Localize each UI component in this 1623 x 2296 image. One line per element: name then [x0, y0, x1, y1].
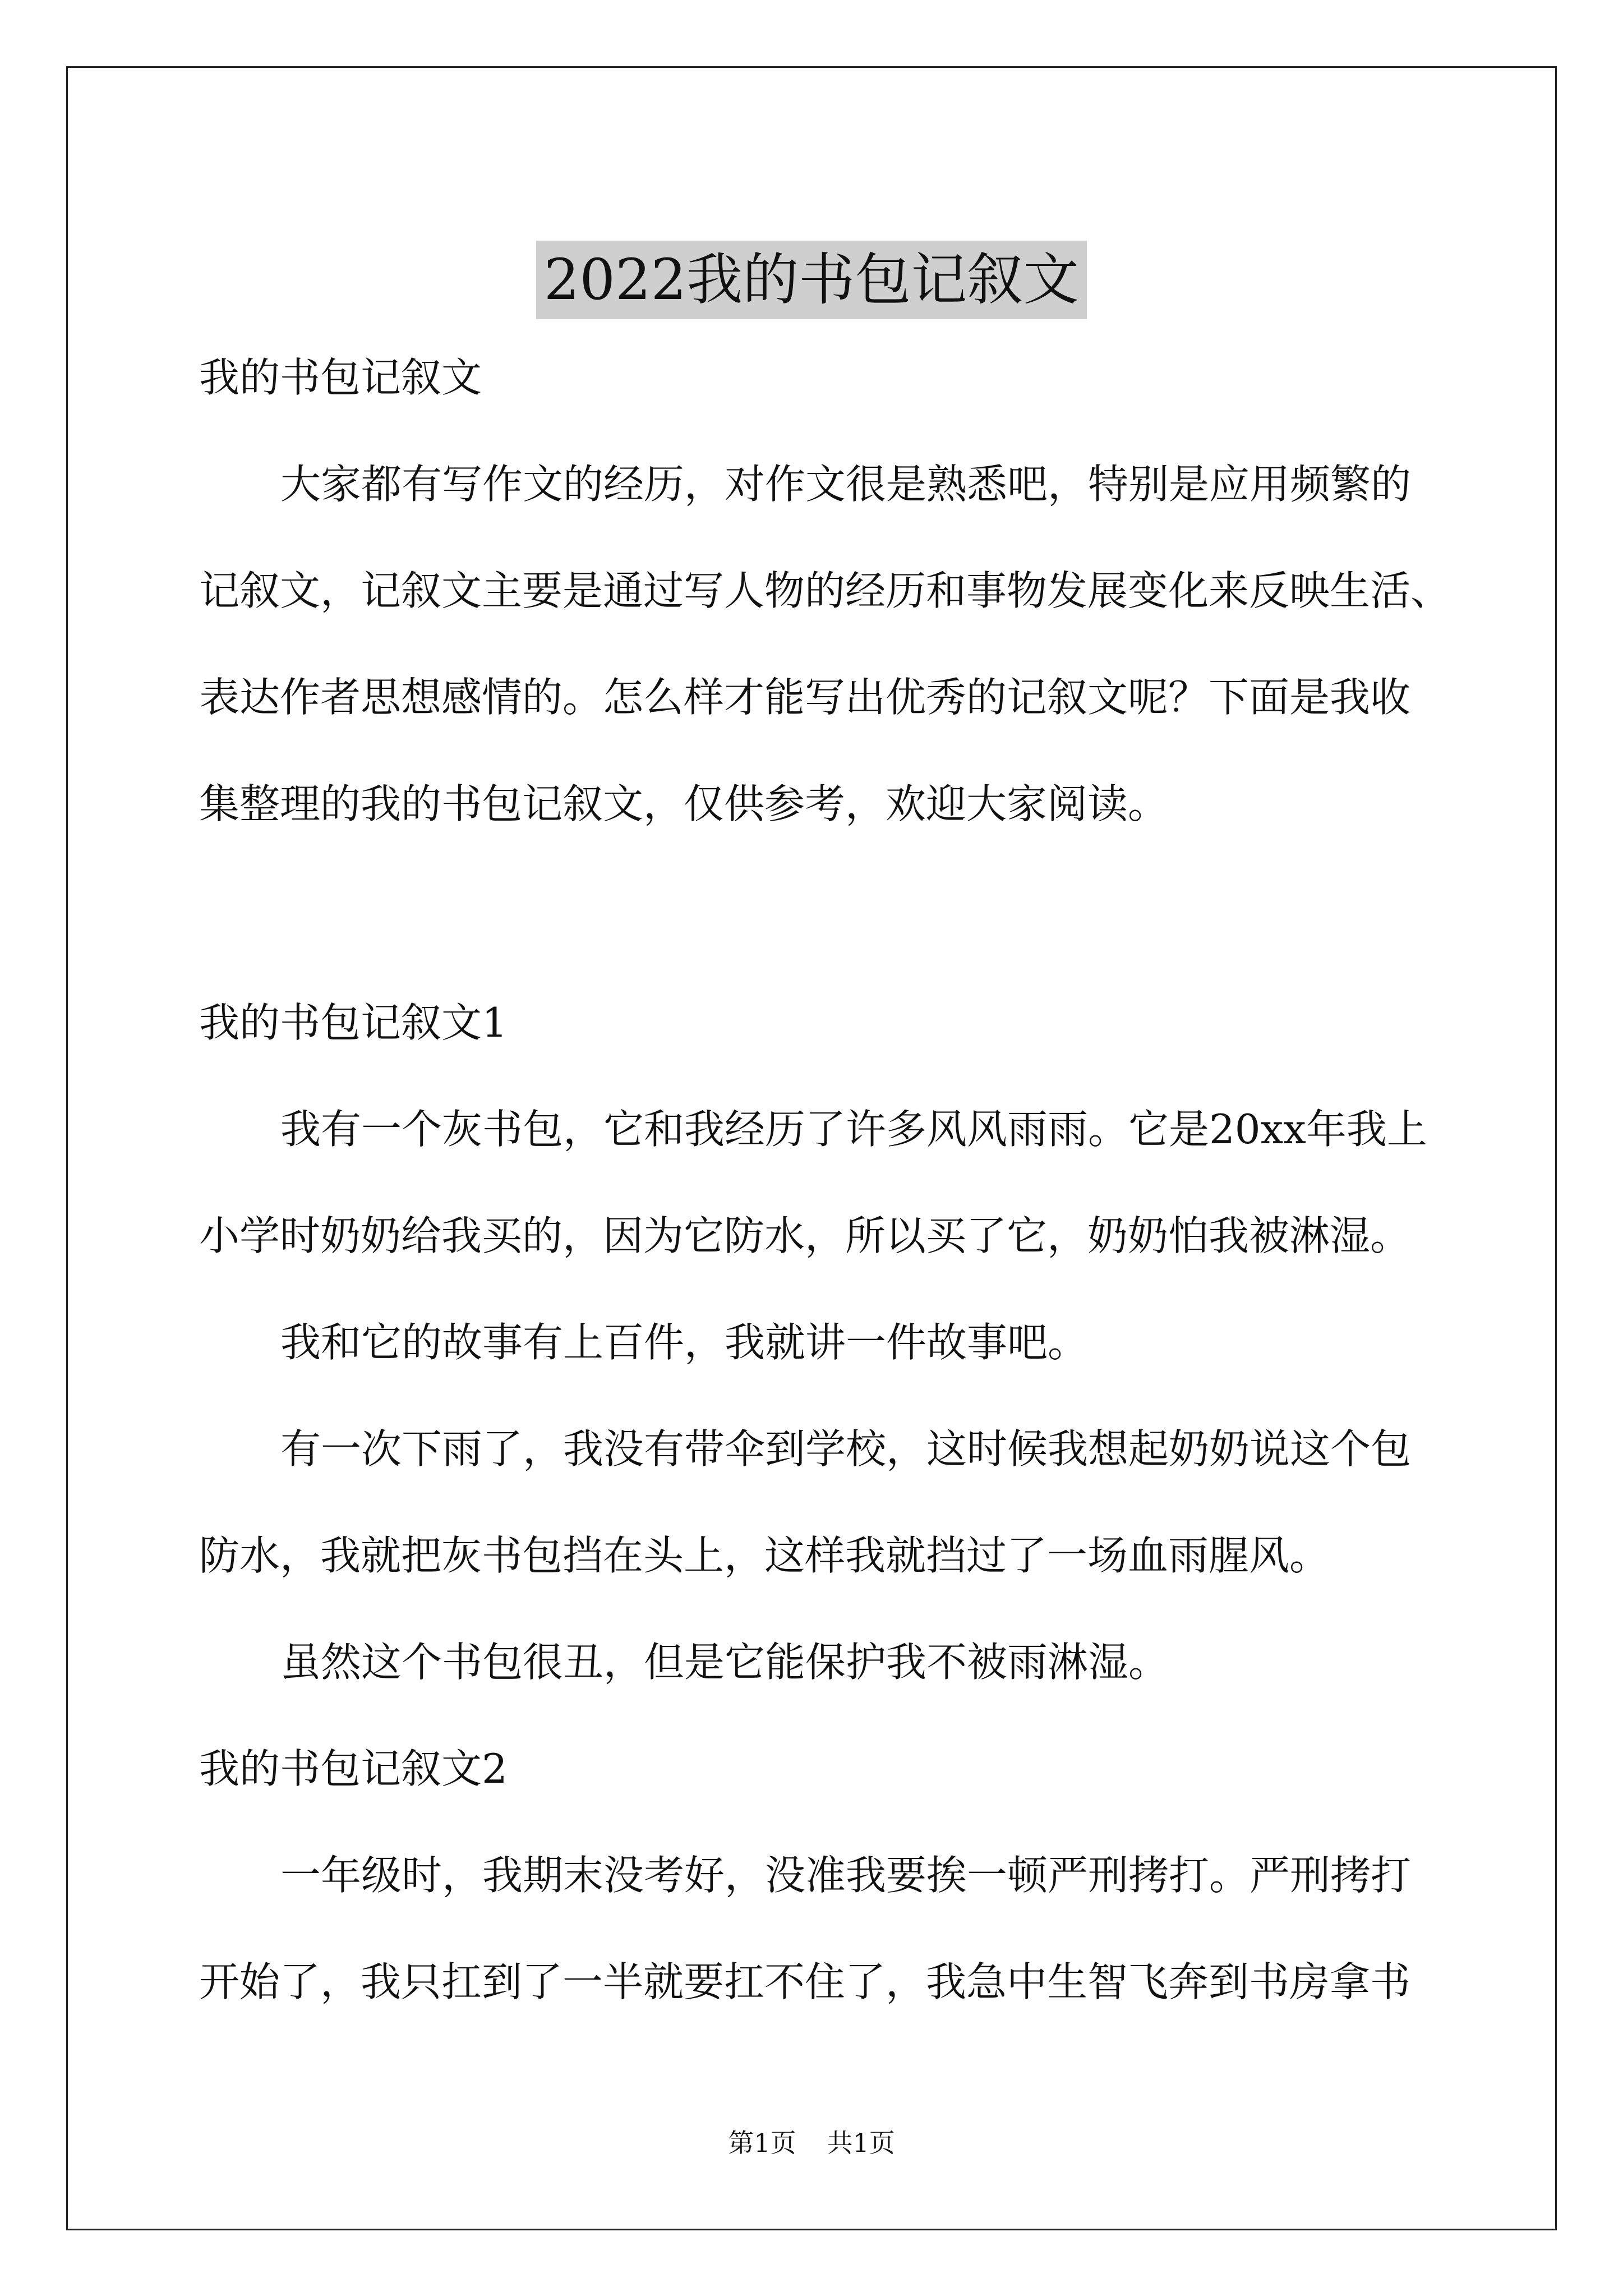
essay1-paragraph-line: 我有一个灰书包，它和我经历了许多风风雨雨。它是20xx年我上 — [280, 1106, 1427, 1153]
essay1-paragraph-line: 我和它的故事有上百件，我就讲一件故事吧。 — [280, 1319, 1089, 1366]
essay2-heading: 我的书包记叙文2 — [199, 1745, 508, 1792]
intro-paragraph-line: 集整理的我的书包记叙文，仅供参考，欢迎大家阅读。 — [199, 780, 1169, 827]
title-area — [0, 203, 1623, 357]
page-footer — [0, 2126, 1623, 2160]
intro-paragraph-line: 记叙文，记叙文主要是通过写人物的经历和事物发展变化来反映生活、 — [199, 567, 1451, 614]
essay1-paragraph-line: 小学时奶奶给我买的，因为它防水，所以买了它，奶奶怕我被淋湿。 — [199, 1212, 1411, 1259]
intro-paragraph-line: 表达作者思想感情的。怎么样才能写出优秀的记叙文呢？下面是我收 — [199, 674, 1411, 721]
page-number-total: 共1页 — [827, 2128, 895, 2158]
essay2-paragraph-line: 一年级时，我期末没考好，没准我要挨一顿严刑拷打。严刑拷打 — [280, 1852, 1412, 1899]
page-number-current: 第1页 — [728, 2128, 796, 2158]
essay1-paragraph-line: 有一次下雨了，我没有带伞到学校，这时候我想起奶奶说这个包 — [280, 1425, 1412, 1473]
essay1-heading: 我的书包记叙文1 — [199, 999, 508, 1046]
essay2-paragraph-line: 开始了，我只扛到了一半就要扛不住了，我急中生智飞奔到书房拿书 — [199, 1958, 1411, 2005]
essay1-paragraph-line: 虽然这个书包很丑，但是它能保护我不被雨淋湿。 — [280, 1639, 1169, 1686]
intro-heading: 我的书包记叙文 — [199, 354, 482, 401]
essay1-paragraph-line: 防水，我就把灰书包挡在头上，这样我就挡过了一场血雨腥风。 — [199, 1532, 1330, 1579]
document-title: 2022我的书包记叙文 — [536, 241, 1087, 319]
intro-paragraph-line: 大家都有写作文的经历，对作文很是熟悉吧，特别是应用频繁的 — [280, 461, 1412, 508]
